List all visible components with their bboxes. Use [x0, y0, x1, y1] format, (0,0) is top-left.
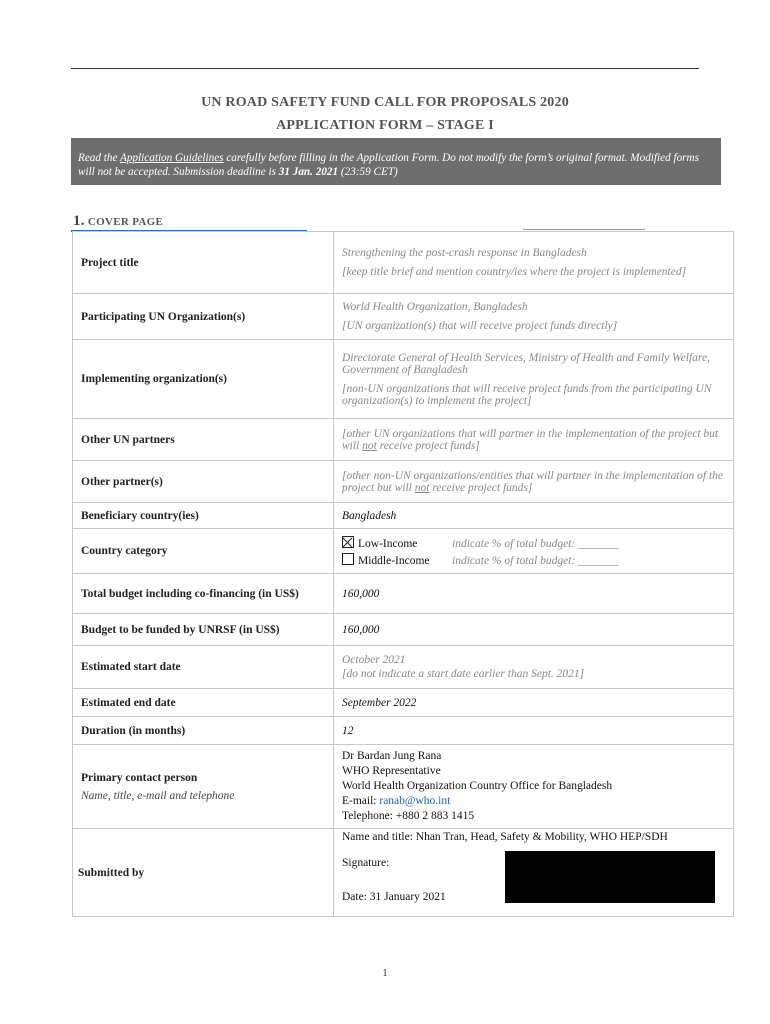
value-beneficiary-country[interactable]: Bangladesh [334, 503, 734, 529]
field-other-partners[interactable] [334, 461, 734, 503]
value-participating-org: World Health Organization, Bangladesh [342, 301, 528, 313]
value-project-title: Strengthening the post-crash response in Bangladesh [342, 247, 587, 259]
value-end-date[interactable]: September 2022 [334, 689, 734, 717]
contact-org: World Health Organization Country Office for Bangladesh [342, 780, 613, 792]
row-beneficiary-country [73, 503, 734, 529]
submitted-date: Date: 31 January 2021 [342, 891, 446, 903]
option-low-income[interactable]: Low-Income indicate % of total budget: _______ [342, 536, 725, 550]
banner-deadline: 31 Jan. 2021 [278, 165, 339, 178]
value-unrsf-budget[interactable]: 160,000 [334, 614, 734, 646]
value-total-budget[interactable]: 160,000 [334, 574, 734, 614]
row-other-un-partners [73, 419, 734, 461]
section-number: 1. [73, 213, 85, 229]
cover-page-table [72, 231, 734, 917]
contact-phone: Telephone: +880 2 883 1415 [342, 810, 475, 822]
page-number: 1 [382, 968, 388, 979]
row-duration [73, 717, 734, 745]
redacted-signature [505, 851, 715, 903]
field-start-date[interactable] [334, 646, 734, 689]
option-middle-income[interactable]: Middle-Income indicate % of total budget: _______ [342, 553, 725, 567]
row-country-category [73, 529, 734, 574]
label-submitted-by: Submitted by [73, 829, 334, 917]
label-beneficiary-country: Beneficiary country(ies) [73, 503, 334, 529]
label-unrsf-budget: Budget to be funded by UNRSF (in US$) [73, 614, 334, 646]
contact-email-link[interactable]: ranab@who.int [379, 795, 451, 807]
value-start-date: October 2021 [342, 654, 406, 666]
guidelines-link[interactable]: Application Guidelines [120, 152, 224, 164]
row-total-budget [73, 574, 734, 614]
label-project-title: Project title [73, 232, 334, 294]
field-primary-contact[interactable] [334, 745, 734, 829]
cell-primary-contact [73, 745, 334, 829]
checkbox-checked-icon[interactable] [342, 536, 354, 548]
label-primary-contact: Primary contact person [81, 771, 198, 784]
label-country-category: Country category [73, 529, 334, 574]
note-other-un-partners: [other UN organizations that will partner in the implementation of the project but will not receive project funds] [342, 427, 719, 452]
note-other-partners: [other non-UN organizations/entities that will partner in the implementation of the project but will not receive project funds] [342, 469, 723, 494]
document-subtitle: APPLICATION FORM – STAGE I [276, 118, 494, 133]
value-duration[interactable]: 12 [334, 717, 734, 745]
row-primary-contact [73, 745, 734, 829]
row-implementing-org [73, 340, 734, 419]
label-implementing-org: Implementing organization(s) [73, 340, 334, 419]
banner-text-post: (23:59 CET) [338, 165, 398, 178]
row-end-date [73, 689, 734, 717]
submitted-name-title: Name and title: Nhan Tran, Head, Safety & Mobility, WHO HEP/SDH [342, 831, 668, 843]
note-implementing-org: [non-UN organizations that will receive project funds from the participating UN organization(s) to implement the project] [342, 382, 712, 407]
instructions-banner [71, 138, 721, 185]
field-other-un-partners[interactable] [334, 419, 734, 461]
section-heading [73, 213, 163, 230]
contact-email-line: E-mail: ranab@who.int [342, 795, 451, 807]
banner-text-mid: carefully before filling in the Application Form. Do not modify the form’s original format. Modified forms will not be accepted. Submission deadline is [78, 152, 699, 178]
sublabel-primary-contact: Name, title, e-mail and telephone [81, 789, 235, 802]
field-participating-org[interactable] [334, 294, 734, 340]
section-title: COVER PAGE [87, 216, 164, 228]
contact-name: Dr Bardan Jung Rana [342, 750, 442, 762]
label-total-budget: Total budget including co-financing (in US$) [73, 574, 334, 614]
value-implementing-org: Directorate General of Health Services, Ministry of Health and Family Welfare, Government of Bangladesh [342, 351, 710, 376]
field-implementing-org[interactable] [334, 340, 734, 419]
note-participating-org: [UN organization(s) that will receive project funds directly] [342, 320, 618, 332]
header-rule [71, 68, 699, 69]
note-start-date: [do not indicate a start date earlier than Sept. 2021] [342, 668, 585, 680]
signature-label: Signature: [342, 857, 390, 869]
label-start-date: Estimated start date [73, 646, 334, 689]
section-underline-right [523, 229, 645, 230]
document-title: UN ROAD SAFETY FUND CALL FOR PROPOSALS 2020 [201, 95, 569, 110]
label-participating-org: Participating UN Organization(s) [73, 294, 334, 340]
field-project-title[interactable] [334, 232, 734, 294]
label-other-un-partners: Other UN partners [73, 419, 334, 461]
label-end-date: Estimated end date [73, 689, 334, 717]
checkbox-unchecked-icon[interactable] [342, 553, 354, 565]
label-other-partners: Other partner(s) [73, 461, 334, 503]
label-duration: Duration (in months) [73, 717, 334, 745]
contact-title: WHO Representative [342, 765, 441, 777]
banner-text-pre: Read the [78, 152, 121, 164]
row-unrsf-budget [73, 614, 734, 646]
row-start-date [73, 646, 734, 689]
row-project-title [73, 232, 734, 294]
row-other-partners [73, 461, 734, 503]
note-project-title: [keep title brief and mention country/ies where the project is implemented] [342, 266, 687, 278]
row-participating-org [73, 294, 734, 340]
field-country-category [334, 529, 734, 574]
